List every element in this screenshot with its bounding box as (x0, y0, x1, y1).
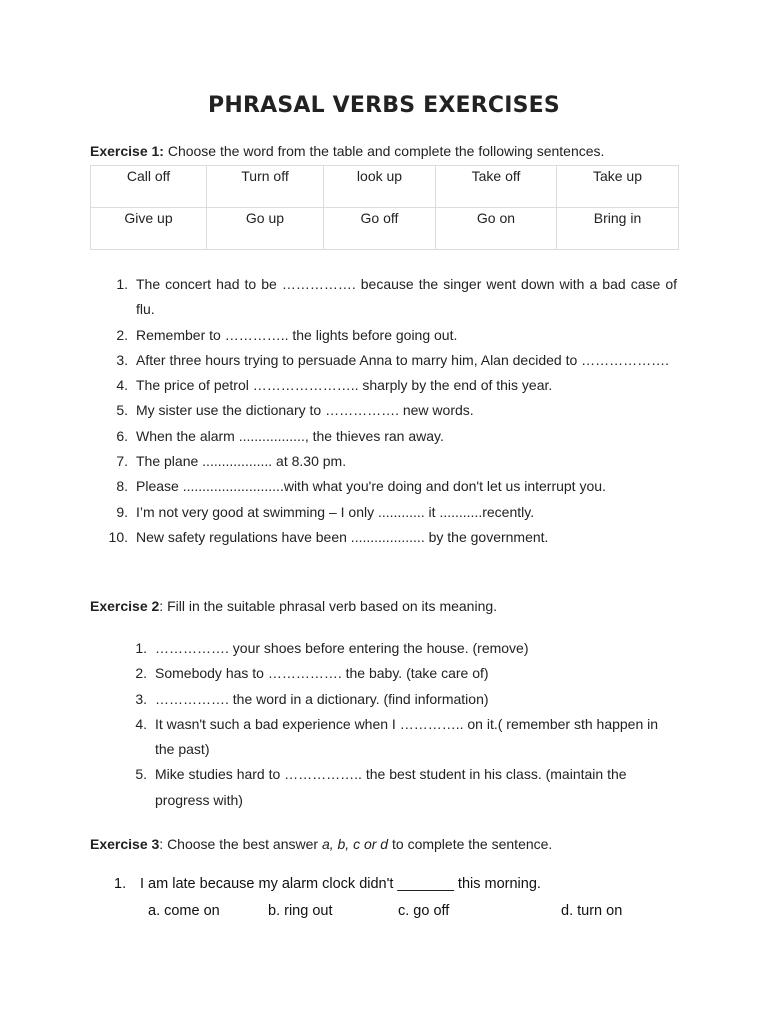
option-a: a. come on (148, 903, 220, 919)
word-table-row (91, 208, 679, 250)
list-item: 5. Mike studies hard to …………….. the best student in his class. (maintain the progress with) (135, 766, 627, 808)
list-item: 3. After three hours trying to persuade Anna to marry him, Alan decided to ………………. (116, 351, 670, 368)
list-item: 5. My sister use the dictionary to ……………. new words. (116, 402, 474, 419)
option-d: d. turn on (561, 903, 623, 919)
list-item: 4. The price of petrol ………………….. sharply by the end of this year. (116, 377, 553, 394)
word-cell: Go off (324, 208, 436, 250)
word-cell: Call off (91, 166, 207, 208)
exercise-2-instruction: : Fill in the suitable phrasal verb based on its meaning. (159, 598, 498, 614)
question-number: 1. (114, 876, 127, 892)
page-title: PHRASAL VERBS EXERCISES (208, 93, 560, 118)
word-table-row (91, 166, 679, 208)
list-item: 1. ……………. your shoes before entering the house. (remove) (135, 640, 529, 656)
exercise-3-label: Exercise 3 (90, 836, 160, 852)
exercise-1-instruction: Choose the word from the table and complete the following sentences. (163, 143, 605, 159)
exercise-1-label: Exercise 1: (90, 143, 164, 159)
list-item: 2. Somebody has to ……………. the baby. (take care of) (135, 665, 489, 682)
list-item: 4. It wasn't such a bad experience when I ………….. on it.( remember sth happen in the past) (135, 715, 659, 758)
list-item: 2. Remember to ………….. the lights before going out. (116, 326, 458, 343)
list-item: 1. The concert had to be ……………. because the singer went down with a bad case of flu. (116, 276, 677, 318)
list-item: 10. New safety regulations have been ................... by the government. (108, 528, 549, 545)
list-item: 9. I’m not very good at swimming – I only ............ it ...........recently. (116, 503, 535, 520)
word-cell: Take up (557, 166, 679, 208)
exercise-1-sentences (108, 272, 677, 550)
word-table (90, 165, 679, 250)
question-text: I am late because my alarm clock didn't _______ this morning. (140, 876, 541, 892)
word-cell: Take off (436, 166, 557, 208)
list-item: 6. When the alarm ................., the thieves ran away. (116, 427, 444, 444)
word-cell: look up (324, 166, 436, 208)
list-item: 8. Please ..........................with what you're doing and don't let us interrupt you. (116, 478, 606, 495)
list-item: 7. The plane .................. at 8.30 pm. (116, 453, 347, 470)
word-cell: Go up (207, 208, 324, 250)
option-c: c. go off (398, 903, 450, 919)
option-b: b. ring out (268, 903, 333, 919)
word-cell: Go on (436, 208, 557, 250)
list-item: 3. ……………. the word in a dictionary. (find information) (135, 690, 489, 707)
exercise-2-sentences (135, 636, 677, 813)
exercise-2-label: Exercise 2 (90, 598, 160, 614)
word-cell: Give up (91, 208, 207, 250)
exercise-1-heading (90, 142, 604, 160)
exercise-3-heading: Exercise 3: Choose the best answer a, b, c or d to complete the sentence. (90, 836, 553, 852)
exercise-2-heading (90, 597, 497, 615)
word-cell: Turn off (207, 166, 324, 208)
word-cell: Bring in (557, 208, 679, 250)
